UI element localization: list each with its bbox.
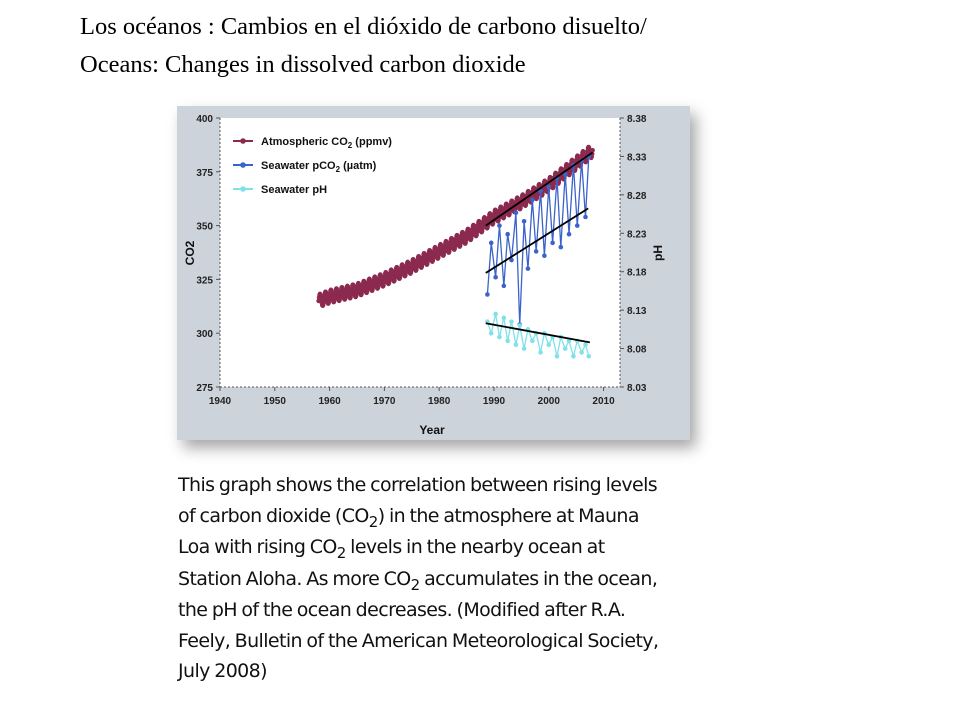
data-point-seawater-ph [586,354,591,359]
legend-entry-label: Seawater pCO$_2$ (µatm) [261,160,377,174]
co2-ph-chart [177,106,690,440]
data-point-seawater-pco2 [502,284,507,289]
data-point-seawater-ph [555,354,560,359]
data-point-atmospheric-co2 [590,148,595,153]
data-point-seawater-pco2 [497,223,502,228]
y-left-tick-label: 375 [196,167,213,179]
caption-line: This graph shows the correlation between rising levels [178,474,658,496]
slide-title-line-2: Oceans: Changes in dissolved carbon dioxide [80,51,526,78]
data-point-seawater-ph [489,331,494,336]
x-tick-label: 1940 [208,396,232,407]
caption-line: the pH of the ocean decreases. (Modified after R.A. [178,599,626,621]
y-left-axis-label: CO2 [183,240,197,266]
x-axis-label: Year [419,423,445,437]
caption-line: July 2008) [178,660,267,682]
y-left-tick-label: 275 [196,383,213,394]
plot-area [220,118,620,387]
caption-line: Feely, Bulletin of the American Meteorological Society, [178,629,659,652]
x-tick-label: 1970 [373,396,396,407]
x-tick-label: 1950 [263,396,286,407]
slide-title [80,8,940,84]
y-right-tick-label: 8.38 [627,114,647,125]
data-point-seawater-ph [563,346,568,351]
data-point-seawater-pco2 [534,249,539,254]
y-right-tick-label: 8.33 [627,152,647,164]
y-right-tick-label: 8.08 [627,344,647,356]
data-point-seawater-pco2 [514,210,519,215]
data-point-seawater-ph [583,342,588,347]
data-point-seawater-pco2 [530,197,535,202]
data-point-seawater-pco2 [583,215,588,220]
data-point-seawater-pco2 [546,185,551,190]
legend-swatch-marker [240,186,246,192]
y-right-tick-label: 8.13 [627,306,647,318]
y-left-tick-label: 300 [196,329,213,341]
data-point-seawater-ph [546,342,551,347]
caption-line: Loa with rising $CO_2$ levels in the nearby ocean at [178,536,605,562]
y-right-tick-label: 8.03 [627,383,647,394]
data-point-seawater-ph [579,350,584,355]
data-point-seawater-pco2 [505,232,510,237]
y-right-axis-label: pH [651,245,665,261]
legend-swatch-marker [240,138,246,144]
x-tick-label: 2000 [537,396,560,407]
figure-caption [178,470,678,687]
data-point-seawater-ph [522,346,527,351]
data-point-seawater-ph [514,342,519,347]
data-point-seawater-pco2 [567,232,572,237]
slide-title-line-1: Los océanos : Cambios en el dióxido de carbono disuelto/ [80,13,647,40]
data-point-seawater-ph [493,312,498,317]
data-point-seawater-pco2 [559,245,564,250]
y-right-tick-label: 8.18 [627,267,647,279]
y-right-tick-label: 8.28 [627,190,647,202]
x-tick-label: 1960 [318,396,341,407]
data-point-seawater-pco2 [575,223,580,228]
data-point-seawater-pco2 [542,253,547,258]
data-point-seawater-ph [517,323,522,328]
data-point-seawater-pco2 [485,292,490,297]
y-left-tick-label: 325 [196,275,213,287]
y-right-tick-label: 8.23 [627,229,647,241]
data-point-seawater-ph [530,339,535,344]
data-point-seawater-ph [538,350,543,355]
data-point-seawater-pco2 [550,241,555,246]
data-point-seawater-pco2 [493,275,498,280]
data-point-seawater-ph [502,316,507,321]
y-left-tick-label: 400 [196,114,213,125]
x-tick-label: 1980 [428,396,451,407]
figure-frame [177,106,690,440]
caption-line: of carbon dioxide $(CO_2)$ in the atmosphere at Mauna [178,504,639,531]
legend-entry-label: Atmospheric $CO_2$ (ppmv) [261,136,392,150]
data-point-seawater-pco2 [489,241,494,246]
data-point-seawater-pco2 [522,219,527,224]
y-left-tick-label: 350 [196,221,213,233]
data-point-seawater-ph [509,319,514,324]
legend-swatch-marker [240,162,246,168]
data-point-seawater-pco2 [526,266,531,271]
data-point-seawater-ph [571,354,576,359]
x-tick-label: 2010 [592,396,615,407]
data-point-seawater-ph [497,335,502,340]
x-tick-label: 1990 [482,396,506,407]
legend-entry-label: Seawater pH [261,184,328,196]
data-point-seawater-ph [505,339,510,344]
caption-line: Station Aloha. As more $CO_2$ accumulates in the ocean, [178,567,658,594]
